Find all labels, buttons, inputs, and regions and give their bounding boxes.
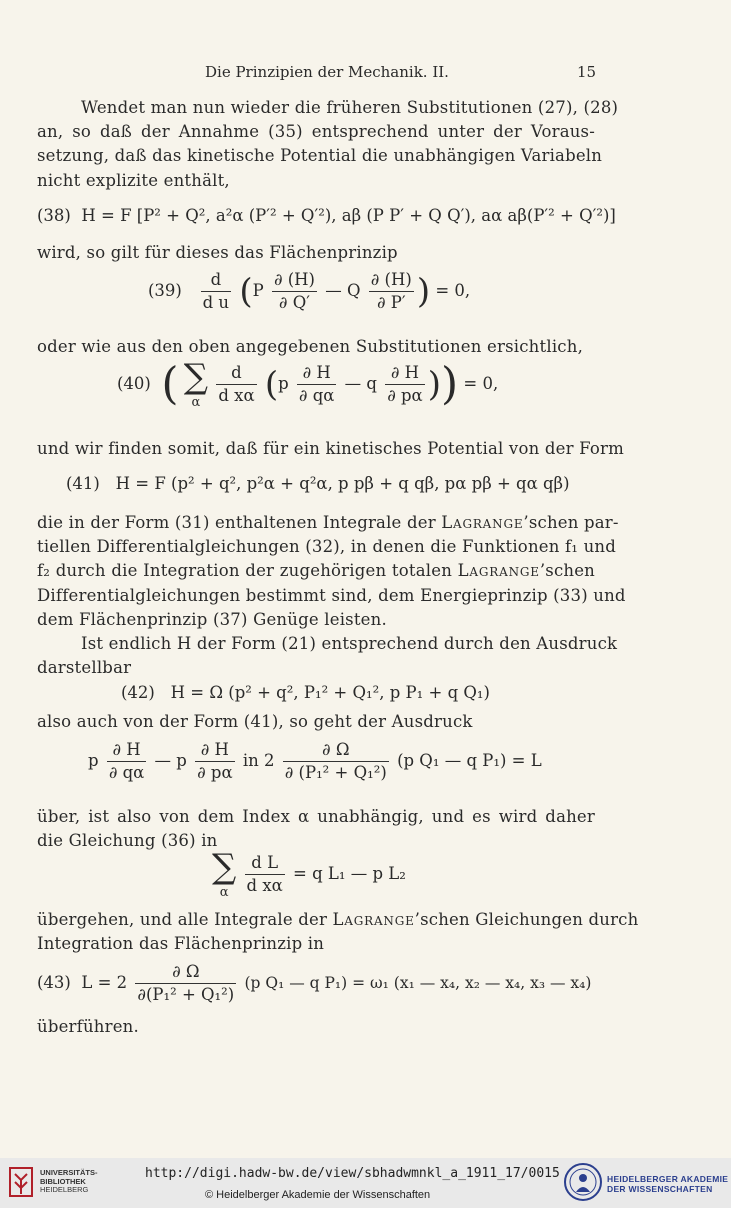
symbol: — Q [325, 281, 361, 300]
header-title: Die Prinzipien der Mechanik. II. [205, 63, 449, 81]
equation-38 [37, 206, 616, 225]
equation-body: H = Ω (p² + q², P₁² + Q₁², p P₁ + q Q₁) [170, 683, 490, 702]
text-line: über, ist also von dem Index α unabhängig, und es wird daher [37, 807, 595, 826]
symbol: in 2 [242, 751, 275, 770]
paragraph-3 [37, 335, 595, 359]
symbol: P [252, 281, 264, 300]
text-line: tiellen Differentialgleichungen (32), in denen die Funktionen f₁ und [37, 537, 616, 557]
equation-rhs: = 0, [463, 374, 499, 393]
equation-rhs: = 0, [435, 281, 471, 300]
equation-body: H = F [P² + Q², a²α (P′² + Q′²), aβ (P P′ + Q Q′), aα aβ(P′² + Q′²)] [81, 206, 616, 225]
expression-L [88, 740, 542, 783]
fraction: $\frac{\text{d L}}{\text{d xα}}$ [246, 853, 283, 895]
equation-39: (39) $\frac{d}{\text{d u}}$ (P $\frac{\partial (H)}{\partial Q'}$ — Q $\frac{\partial (H)}{\partial P'}$ ) = 0, [148, 270, 471, 312]
text-line: wird, so gilt für dieses das Flächenprinzip [37, 243, 398, 262]
equation-label: (40) [117, 374, 151, 393]
fraction: $\frac{\partial \Omega}{\text{∂ (P₁² + Q₁²)}}$ [284, 740, 387, 782]
symbol: — p [154, 751, 187, 770]
text-line: Differentialgleichungen bestimmt sind, dem Energieprinzip (33) und [37, 585, 626, 605]
fraction: $\frac{\partial (H)}{\partial Q'}$ [273, 270, 315, 312]
paragraph-10 [37, 1015, 595, 1039]
text-line: die in der Form (31) enthaltenen Integrale der Lagrange’schen par- [37, 513, 619, 532]
fraction: $\frac{d}{\text{d xα}}$ [218, 363, 255, 405]
paragraph-2 [37, 241, 595, 265]
symbol: p [88, 751, 99, 770]
paragraph-4 [37, 437, 624, 461]
academy-seal-icon [563, 1162, 603, 1202]
text-line: oder wie aus den oben angegebenen Substitutionen ersichtlich, [37, 337, 584, 356]
fraction: $\frac{\partial \Omega}{\text{∂(P₁² + Q₁²)}}$ [137, 962, 235, 1004]
equation-label: (39) [148, 281, 182, 300]
sum-symbol: ∑ α [212, 847, 237, 900]
permalink[interactable]: http://digi.hadw-bw.de/view/sbhadwmnkl_a_1911_17/0015 [145, 1166, 560, 1181]
university-library-icon [8, 1166, 34, 1198]
equation-label: (41) [66, 474, 100, 493]
text-line: Ist endlich H der Form (21) entsprechend durch den Ausdruck [81, 634, 618, 653]
fraction: $\frac{\partial (H)}{\partial P'}$ [370, 270, 412, 312]
library-logo[interactable] [8, 1166, 128, 1200]
equation-body: H = F (p² + q², p²α + q²α, p pβ + q qβ, pα pβ + qα qβ) [115, 474, 570, 493]
equation-42 [121, 683, 490, 702]
paragraph-8 [37, 805, 595, 853]
text-line: Integration das Flächenprinzip in [37, 934, 325, 954]
page-number: 15 [577, 63, 597, 81]
fraction: $\frac{\partial H}{\partial q\alpha}$ [108, 740, 145, 782]
fraction: $\frac{d}{\text{d u}}$ [202, 270, 230, 312]
text-line: also auch von der Form (41), so geht der Ausdruck [37, 712, 473, 731]
paragraph-5 [37, 511, 626, 632]
equation-rhs: (p Q₁ — q P₁) = ω₁ (x₁ — x₄, x₂ — x₄, x₃ — x₄) [244, 974, 592, 992]
footer-bar [0, 1158, 731, 1208]
sum-symbol: ∑ α [183, 357, 209, 410]
equation-41 [66, 474, 570, 493]
text-line: setzung, daß das kinetische Potential die unabhängigen Variabeln [37, 146, 603, 166]
paragraph-7 [37, 710, 595, 734]
text-line: die Gleichung (36) in [37, 831, 218, 851]
paragraph-6 [37, 632, 618, 680]
fraction: $\frac{\partial H}{\partial p\alpha}$ [387, 363, 423, 405]
equation-label: (43) [37, 973, 71, 992]
copyright-notice: © Heidelberger Akademie der Wissenschaften [205, 1189, 431, 1201]
text-line: Wendet man nun wieder die früheren Substitutionen (27), (28) [81, 98, 619, 117]
equation-sum [212, 847, 406, 900]
symbol: — q [344, 374, 377, 393]
text-line: übergehen, und alle Integrale der Lagrange’schen Gleichungen durch [37, 910, 639, 929]
text-line: darstellbar [37, 658, 132, 678]
library-name: UNIVERSITÄTS- BIBLIOTHEK HEIDELBERG [40, 1168, 98, 1194]
academy-name: HEIDELBERGER AKADEMIE DER WISSENSCHAFTEN [607, 1174, 729, 1194]
text-line: und wir finden somit, daß für ein kinetisches Potential von der Form [37, 439, 624, 458]
fraction: $\frac{\partial H}{\partial q\alpha}$ [298, 363, 335, 405]
paragraph-9 [37, 908, 639, 956]
equation-40: (40) ( ∑ α $\frac{d}{\text{d xα}}$ (p $\frac{\partial H}{\partial q\alpha}$ — q $\frac{\partial H}{\partial p\alpha}$ )) = 0, [117, 357, 499, 410]
equation-43 [37, 962, 591, 1005]
text-line: nicht explizite enthält, [37, 170, 230, 190]
symbol: p [278, 374, 289, 393]
equation-rhs: (p Q₁ — q P₁) = L [397, 751, 542, 770]
text-line: überführen. [37, 1017, 139, 1036]
text-line: dem Flächenprinzip (37) Genüge leisten. [37, 609, 387, 629]
symbol: L = 2 [81, 973, 128, 992]
text-line: f₂ durch die Integration der zugehörigen totalen Lagrange’schen [37, 561, 595, 581]
paragraph-1 [37, 96, 619, 193]
equation-rhs: = q L₁ — p L₂ [293, 864, 406, 883]
academy-logo[interactable] [563, 1162, 731, 1204]
equation-label: (38) [37, 206, 71, 225]
fraction: $\frac{\partial H}{\partial p\alpha}$ [197, 740, 233, 782]
text-line: an, so daß der Annahme (35) entsprechend unter der Voraus- [37, 122, 595, 142]
equation-label: (42) [121, 683, 155, 702]
